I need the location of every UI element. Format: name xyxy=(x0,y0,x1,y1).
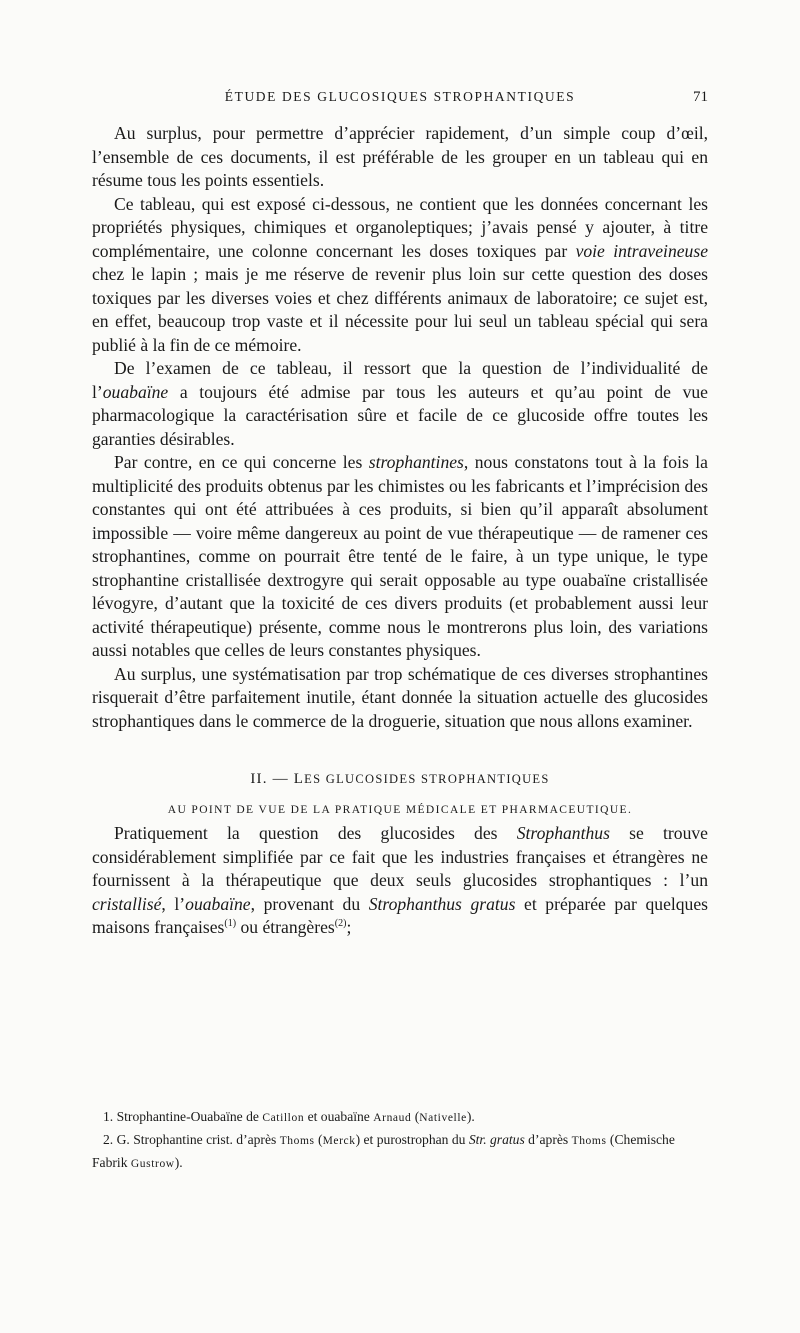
paragraph-3: De l’examen de ce tableau, il ressort que la question de l’individualité de l’ouabaïne a toujours été admise par tous les auteurs et qu’au point de vue pharmacologique la caractérisation sûre et facile de ce glucoside offre toutes les garanties désirables. xyxy=(92,358,708,449)
emphasis-voie-intraveineuse: voie intraveineuse xyxy=(575,240,709,261)
running-head xyxy=(92,89,708,111)
running-title: ÉTUDE DES GLUCOSIQUES STROPHANTIQUES xyxy=(224,89,576,104)
footnote-1: 1. Strophantine-Ouabaïne de Catillon et ouabaïne Arnaud (Nativelle). xyxy=(103,1109,475,1124)
body-text xyxy=(92,122,708,940)
paragraph-5: Au surplus, une systématisation par trop schématique de ces diverses strophantines risquerait d’être parfaitement inutile, étant donnée la situation actuelle des glucosides strophantiques dans le commerce de la droguerie, situation que nous allons examiner. xyxy=(92,663,708,731)
emphasis-strophantines: strophantines xyxy=(368,452,464,472)
paragraph-2: Ce tableau, qui est exposé ci-dessous, ne contient que les données concernant les propriétés physiques, chimiques et organoleptiques; j’avais pensé y ajouter, à titre complémentaire, une colonne concernant les doses toxiques par voie intraveineuse chez le lapin ; mais je me réserve de revenir plus loin sur cette question des doses toxiques par les diverses voies et chez différents animaux de laboratoire; ce sujet est, en effet, beaucoup trop vaste et il nécessite pour lui seul un tableau spécial qui sera publié à la fin de ce mémoire. xyxy=(92,193,709,355)
footnote-ref-2: (2) xyxy=(334,918,347,930)
section-title: II. — LES GLUCOSIDES STROPHANTIQUES xyxy=(250,771,550,787)
footnote-ref-1: (1) xyxy=(224,918,237,930)
page-number: 71 xyxy=(693,89,708,105)
section-subtitle: AU POINT DE VUE DE LA PRATIQUE MÉDICALE ET PHARMACEUTIQUE. xyxy=(167,803,633,816)
section-heading xyxy=(92,768,708,822)
footnote-2: 2. G. Strophantine crist. d’après Thoms (Merck) et purostrophan du Str. gratus d’après Thoms (Chemische Fabrik Gustrow). xyxy=(92,1132,675,1170)
paragraph-4: Par contre, en ce qui concerne les strophantines, nous constatons tout à la fois la multiplicité des produits obtenus par les chimistes ou les fabricants et l’imprécision des constantes qui ont été attribuées à ces produits, si bien qu’il apparaît absolument impossible — voire même dangereux au point de vue thérapeutique — de ramener ces strophantines, comme on pourrait être tenté de le faire, à un type unique, le type strophantine cristallisée dextrogyre qui serait opposable au type ouabaïne cristallisée lévogyre, d’autant que la toxicité de ces divers produits (et probablement aussi leur activité thérapeutique) présente, comme nous le montrerons plus loin, des variations aussi notables que celles de leurs constantes physiques. xyxy=(92,452,708,660)
footnotes xyxy=(92,1106,708,1175)
emphasis-ouabaine: ouabaïne xyxy=(102,381,169,402)
section-paragraph: Pratiquement la question des glucosides des Strophanthus se trouve considérablement simplifiée par ce fait que les industries françaises et étrangères ne fournissent à la thérapeutique que deux seuls glucosides strophantiques : l’un cristallisé, l’ouabaïne, provenant du Strophanthus gratus et préparée par quelques maisons françaises$^{(1)}$ ou étrangères$^{(2)}$; xyxy=(92,823,709,937)
paragraph-1: Au surplus, pour permettre d’apprécier rapidement, d’un simple coup d’œil, l’ensemble de ces documents, il est préférable de les grouper en un tableau qui en résume tous les points essentiels. xyxy=(92,123,708,190)
